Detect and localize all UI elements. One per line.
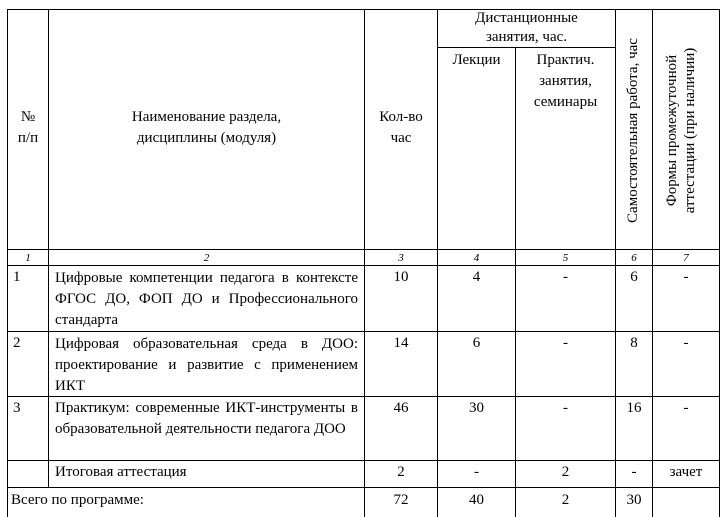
row-1-lectures: 4 [472,269,481,285]
col-number-1: 1 [25,252,31,264]
row-4-practice: 2 [561,464,570,480]
col-number-3: 3 [398,252,404,264]
col-number-5: 5 [562,252,569,264]
total-lectures: 40 [469,492,484,508]
header-self-work: Самостоятельная работа, час [625,38,641,223]
row-4-self: - [631,464,637,480]
row-2-lectures: 6 [472,335,481,351]
row-3-practice: - [563,400,568,416]
row-2-hours: 14 [393,335,409,351]
row-2-practice: - [563,335,568,351]
row-1-hours: 10 [393,269,409,285]
header-forms: Формы промежуточной аттестации (при наличии) [664,47,698,214]
header-name: Наименование раздела, дисциплины (модуля) [131,109,282,146]
total-self: 30 [626,492,642,508]
row-2-self: 8 [630,335,638,351]
row-4-name: Итоговая аттестация [55,464,187,480]
total-label: Всего по программе: [11,492,144,508]
col-number-4: 4 [473,252,480,264]
header-hours: Кол-во час [379,109,423,146]
row-1-num: 1 [13,269,21,285]
row-4-lectures: - [474,464,479,480]
row-3-self: 16 [626,400,642,416]
col-number-6: 6 [631,252,637,264]
row-3-lectures: 30 [469,400,484,416]
header-num: № п/п [17,109,39,146]
row-2-forms: - [683,335,689,351]
row-2-name: Цифровая образовательная среда в ДОО: проектирование и развитие с применением ИКТ [55,336,358,394]
row-3-forms: - [683,400,689,416]
header-lectures: Лекции [452,52,501,68]
row-1-practice: - [563,269,568,285]
col-number-7: 7 [683,252,689,264]
header-distance-group: Дистанционные занятия, час. [475,10,578,45]
row-1-forms: - [683,269,689,285]
row-4-forms: зачет [669,464,703,480]
total-practice: 2 [561,492,570,508]
header-practice: Практич. занятия, семинары [533,52,598,110]
row-2-num: 2 [13,335,21,351]
row-3-name: Практикум: современные ИКТ-инструменты в образовательной деятельности педагога ДОО [55,400,358,437]
row-4-hours: 2 [397,464,405,480]
col-number-2: 2 [203,252,210,264]
row-1-self: 6 [630,269,638,285]
row-1-name: Цифровые компетенции педагога в контексте ФГОС ДО, ФОП ДО и Профессионального стандарта [55,270,358,328]
row-3-hours: 46 [393,400,409,416]
row-3-num: 3 [13,400,21,416]
total-hours: 72 [393,492,409,508]
